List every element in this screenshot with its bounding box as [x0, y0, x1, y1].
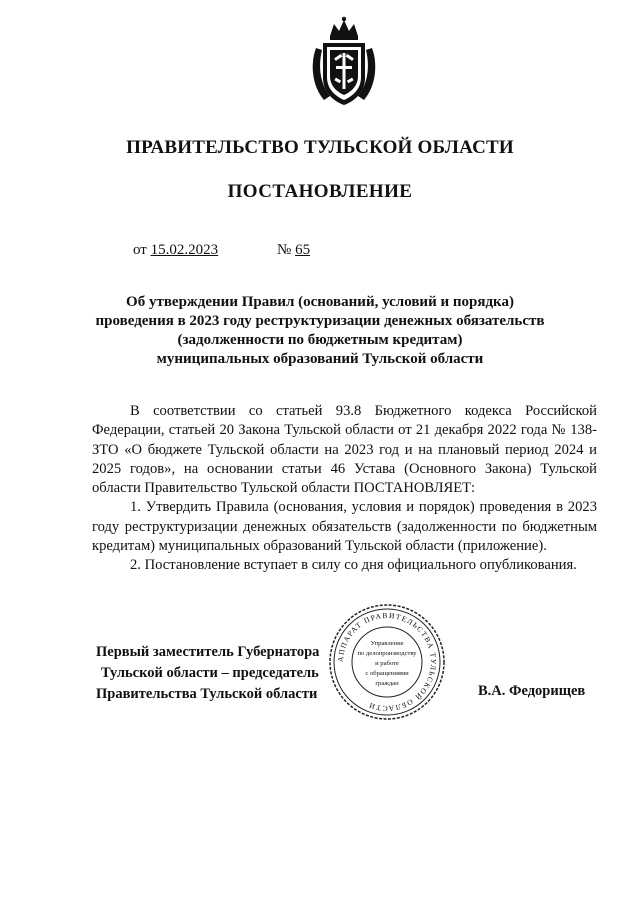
paragraph-preamble: В соответствии со статьей 93.8 Бюджетного кодекса Российской Федерации, статьей 20 Закона Тульской области от 21 декабря 2022 года № 138-ЗТО «О бюджете Тульской области на 2023 год и на плановый период 2024 и 2025 годов», на основании статьи 46 Устава (Основного Закона) Тульской области Правительство Тульской области ПОСТАНОВЛЯЕТ:: [92, 403, 597, 497]
document-number-line: [277, 242, 310, 259]
signatory-name: В.А. Федорищев: [478, 683, 586, 699]
document-title: [80, 293, 560, 369]
official-stamp: [327, 602, 447, 722]
position-line: Правительства Тульской области: [96, 686, 318, 702]
stamp-ring-text: АППАРАТ ПРАВИТЕЛЬСТВА ТУЛЬСКОЙ ОБЛАСТИ: [335, 610, 439, 714]
stamp-center-line: граждан: [375, 680, 399, 687]
document-type: ПОСТАНОВЛЕНИЕ: [227, 181, 413, 202]
date-prefix: от: [133, 242, 151, 258]
number-prefix: №: [277, 242, 296, 258]
stamp-center-line: с обращениями: [365, 670, 409, 677]
title-line: муниципальных образований Тульской области: [156, 351, 484, 367]
title-line: Об утверждении Правил (оснований, условий и порядка): [126, 294, 514, 310]
document-date: 15.02.2023: [150, 242, 219, 258]
organization-name: ПРАВИТЕЛЬСТВО ТУЛЬСКОЙ ОБЛАСТИ: [126, 137, 514, 158]
signatory-position: [96, 642, 319, 705]
stamp-center-line: Управление: [370, 640, 404, 647]
stamp-center-line: и работе: [375, 660, 399, 667]
document-body: [92, 402, 597, 576]
paragraph-item-1: 1. Утвердить Правила (основания, условия и порядок) проведения в 2023 году реструктуризации денежных обязательств (задолженности по бюджетным кредитам) муниципальных образований Тульской области (приложение).: [92, 499, 597, 555]
tula-coat-of-arms-icon: [308, 16, 380, 108]
position-line: Тульской области – председатель: [101, 665, 319, 681]
position-line: Первый заместитель Губернатора: [96, 644, 320, 660]
paragraph-item-2: 2. Постановление вступает в силу со дня официального опубликования.: [130, 557, 577, 574]
document-date-line: [133, 242, 218, 259]
title-line: (задолженности по бюджетным кредитам): [177, 332, 463, 348]
title-line: проведения в 2023 году реструктуризации денежных обязательств: [95, 313, 545, 329]
document-number: 65: [295, 242, 311, 258]
stamp-center-line: по делопроизводству: [357, 650, 417, 657]
